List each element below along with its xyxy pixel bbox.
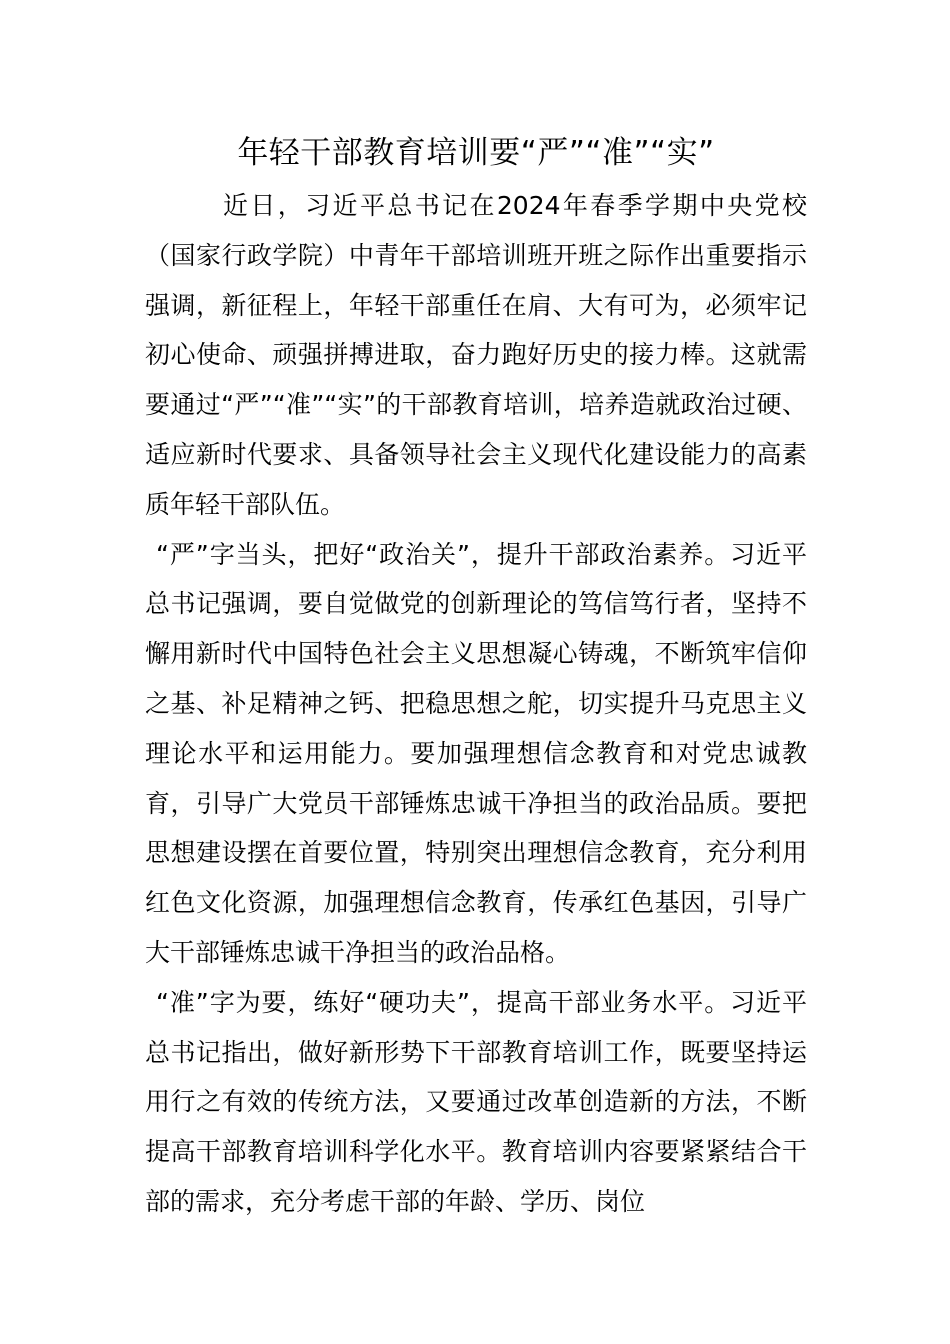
paragraph-intro: 近日，习近平总书记在2024年春季学期中央党校（国家行政学院）中青年干部培训班开班之际作出重要指示强调，新征程上，年轻干部重任在肩、大有可为，必须牢记初心使命、顽强拼搏进取，奋力跑好历史的接力棒。这就需要通过“严”“准”“实”的干部教育培训，培养造就政治过硬、适应新时代要求、具备领导社会主义现代化建设能力的高素质年轻干部队伍。 — [145, 191, 807, 519]
paragraph-zhun: “准”字为要，练好“硬功夫”，提高干部业务水平。习近平总书记指出，做好新形势下干部教育培训工作，既要坚持运用行之有效的传统方法，又要通过改革创造新的方法，不断提高干部教育培训科学化水平。教育培训内容要紧紧结合干部的需求，充分考虑干部的年龄、学历、岗位 — [145, 987, 807, 1216]
document-page — [145, 125, 807, 1227]
paragraph-yan: “严”字当头，把好“政治关”，提升干部政治素养。习近平总书记强调，要自觉做党的创新理论的笃信笃行者，坚持不懈用新时代中国特色社会主义思想凝心铸魂，不断筑牢信仰之基、补足精神之钙、把稳思想之舵，切实提升马克思主义理论水平和运用能力。要加强理想信念教育和对党忠诚教育，引导广大党员干部锤炼忠诚干净担当的政治品质。要把思想建设摆在首要位置，特别突出理想信念教育，充分利用红色文化资源，加强理想信念教育，传承红色基因，引导广大干部锤炼忠诚干净担当的政治品格。 — [145, 539, 807, 967]
document-title: 年轻干部教育培训要“严”“准”“实” — [237, 135, 715, 171]
